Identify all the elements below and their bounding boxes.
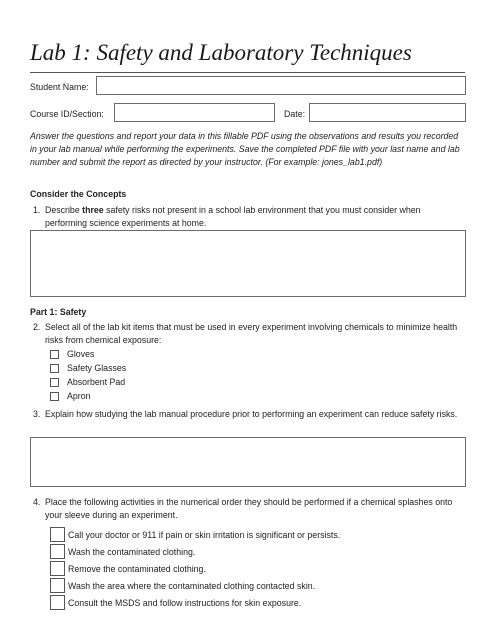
order-input-3[interactable] [50, 561, 65, 576]
checkbox-absorbent-pad[interactable] [50, 378, 59, 387]
checkbox-safety-glasses[interactable] [50, 364, 59, 373]
question-3-text: Explain how studying the lab manual procedure prior to performing an experiment can reduce safety risks. [45, 409, 458, 419]
order-input-2[interactable] [50, 544, 65, 559]
date-label: Date: [284, 109, 306, 119]
section-heading-concepts: Consider the Concepts [30, 189, 127, 199]
checkbox-gloves[interactable] [50, 350, 59, 359]
question-1-number: 1. [33, 205, 41, 215]
question-2-number: 2. [33, 322, 41, 332]
question-4-text: Place the following activities in the numerical order they should be performed if a chemical splashes onto your sleeve during an experiment. [45, 497, 453, 520]
order-input-5[interactable] [50, 595, 65, 610]
order-item-3: Remove the contaminated clothing. [68, 564, 206, 574]
date-field[interactable] [309, 103, 466, 122]
order-item-2: Wash the contaminated clothing. [68, 547, 196, 557]
question-3 [33, 408, 463, 421]
checkbox-safety-glasses-label: Safety Glasses [67, 363, 127, 373]
question-3-number: 3. [33, 409, 41, 419]
order-input-4[interactable] [50, 578, 65, 593]
order-input-1[interactable] [50, 527, 65, 542]
order-item-4: Wash the area where the contaminated clothing contacted skin. [68, 581, 316, 591]
checkbox-gloves-label: Gloves [67, 349, 95, 359]
course-label: Course ID/Section: [30, 109, 104, 119]
page-title: Lab 1: Safety and Laboratory Techniques [30, 40, 412, 65]
question-4-number: 4. [33, 497, 41, 507]
checkbox-apron[interactable] [50, 392, 59, 401]
question-1 [33, 204, 463, 230]
question-1-emphasis: three [82, 205, 104, 215]
question-3-answer-field[interactable] [30, 437, 466, 487]
title-divider [30, 72, 465, 73]
question-2 [33, 321, 463, 347]
question-2-text: Select all of the lab kit items that must be used in every experiment involving chemicals to minimize health risks from chemical exposure: [45, 322, 458, 345]
order-item-5: Consult the MSDS and follow instructions for skin exposure. [68, 598, 302, 608]
question-4 [33, 496, 463, 522]
checkbox-apron-label: Apron [67, 391, 91, 401]
question-1-answer-field[interactable] [30, 230, 466, 297]
question-1-text-a: Describe [45, 205, 83, 215]
order-item-1: Call your doctor or 911 if pain or skin irritation is significant or persists. [68, 530, 341, 540]
section-heading-safety: Part 1: Safety [30, 307, 87, 317]
student-name-field[interactable] [96, 76, 466, 95]
course-field[interactable] [114, 103, 275, 122]
student-name-label: Student Name: [30, 82, 89, 92]
question-1-text-b: safety risks not present in a school lab environment that you must consider when performing science experiments at home. [45, 205, 421, 228]
checkbox-absorbent-pad-label: Absorbent Pad [67, 377, 126, 387]
instructions-text: Answer the questions and report your data in this fillable PDF using the observations and results you recorded in your lab manual while performing the experiments. Save the completed PDF file with your last name and lab number and submit the report as directed by your instructor. (For example: jones_lab1.pdf) [30, 131, 460, 167]
